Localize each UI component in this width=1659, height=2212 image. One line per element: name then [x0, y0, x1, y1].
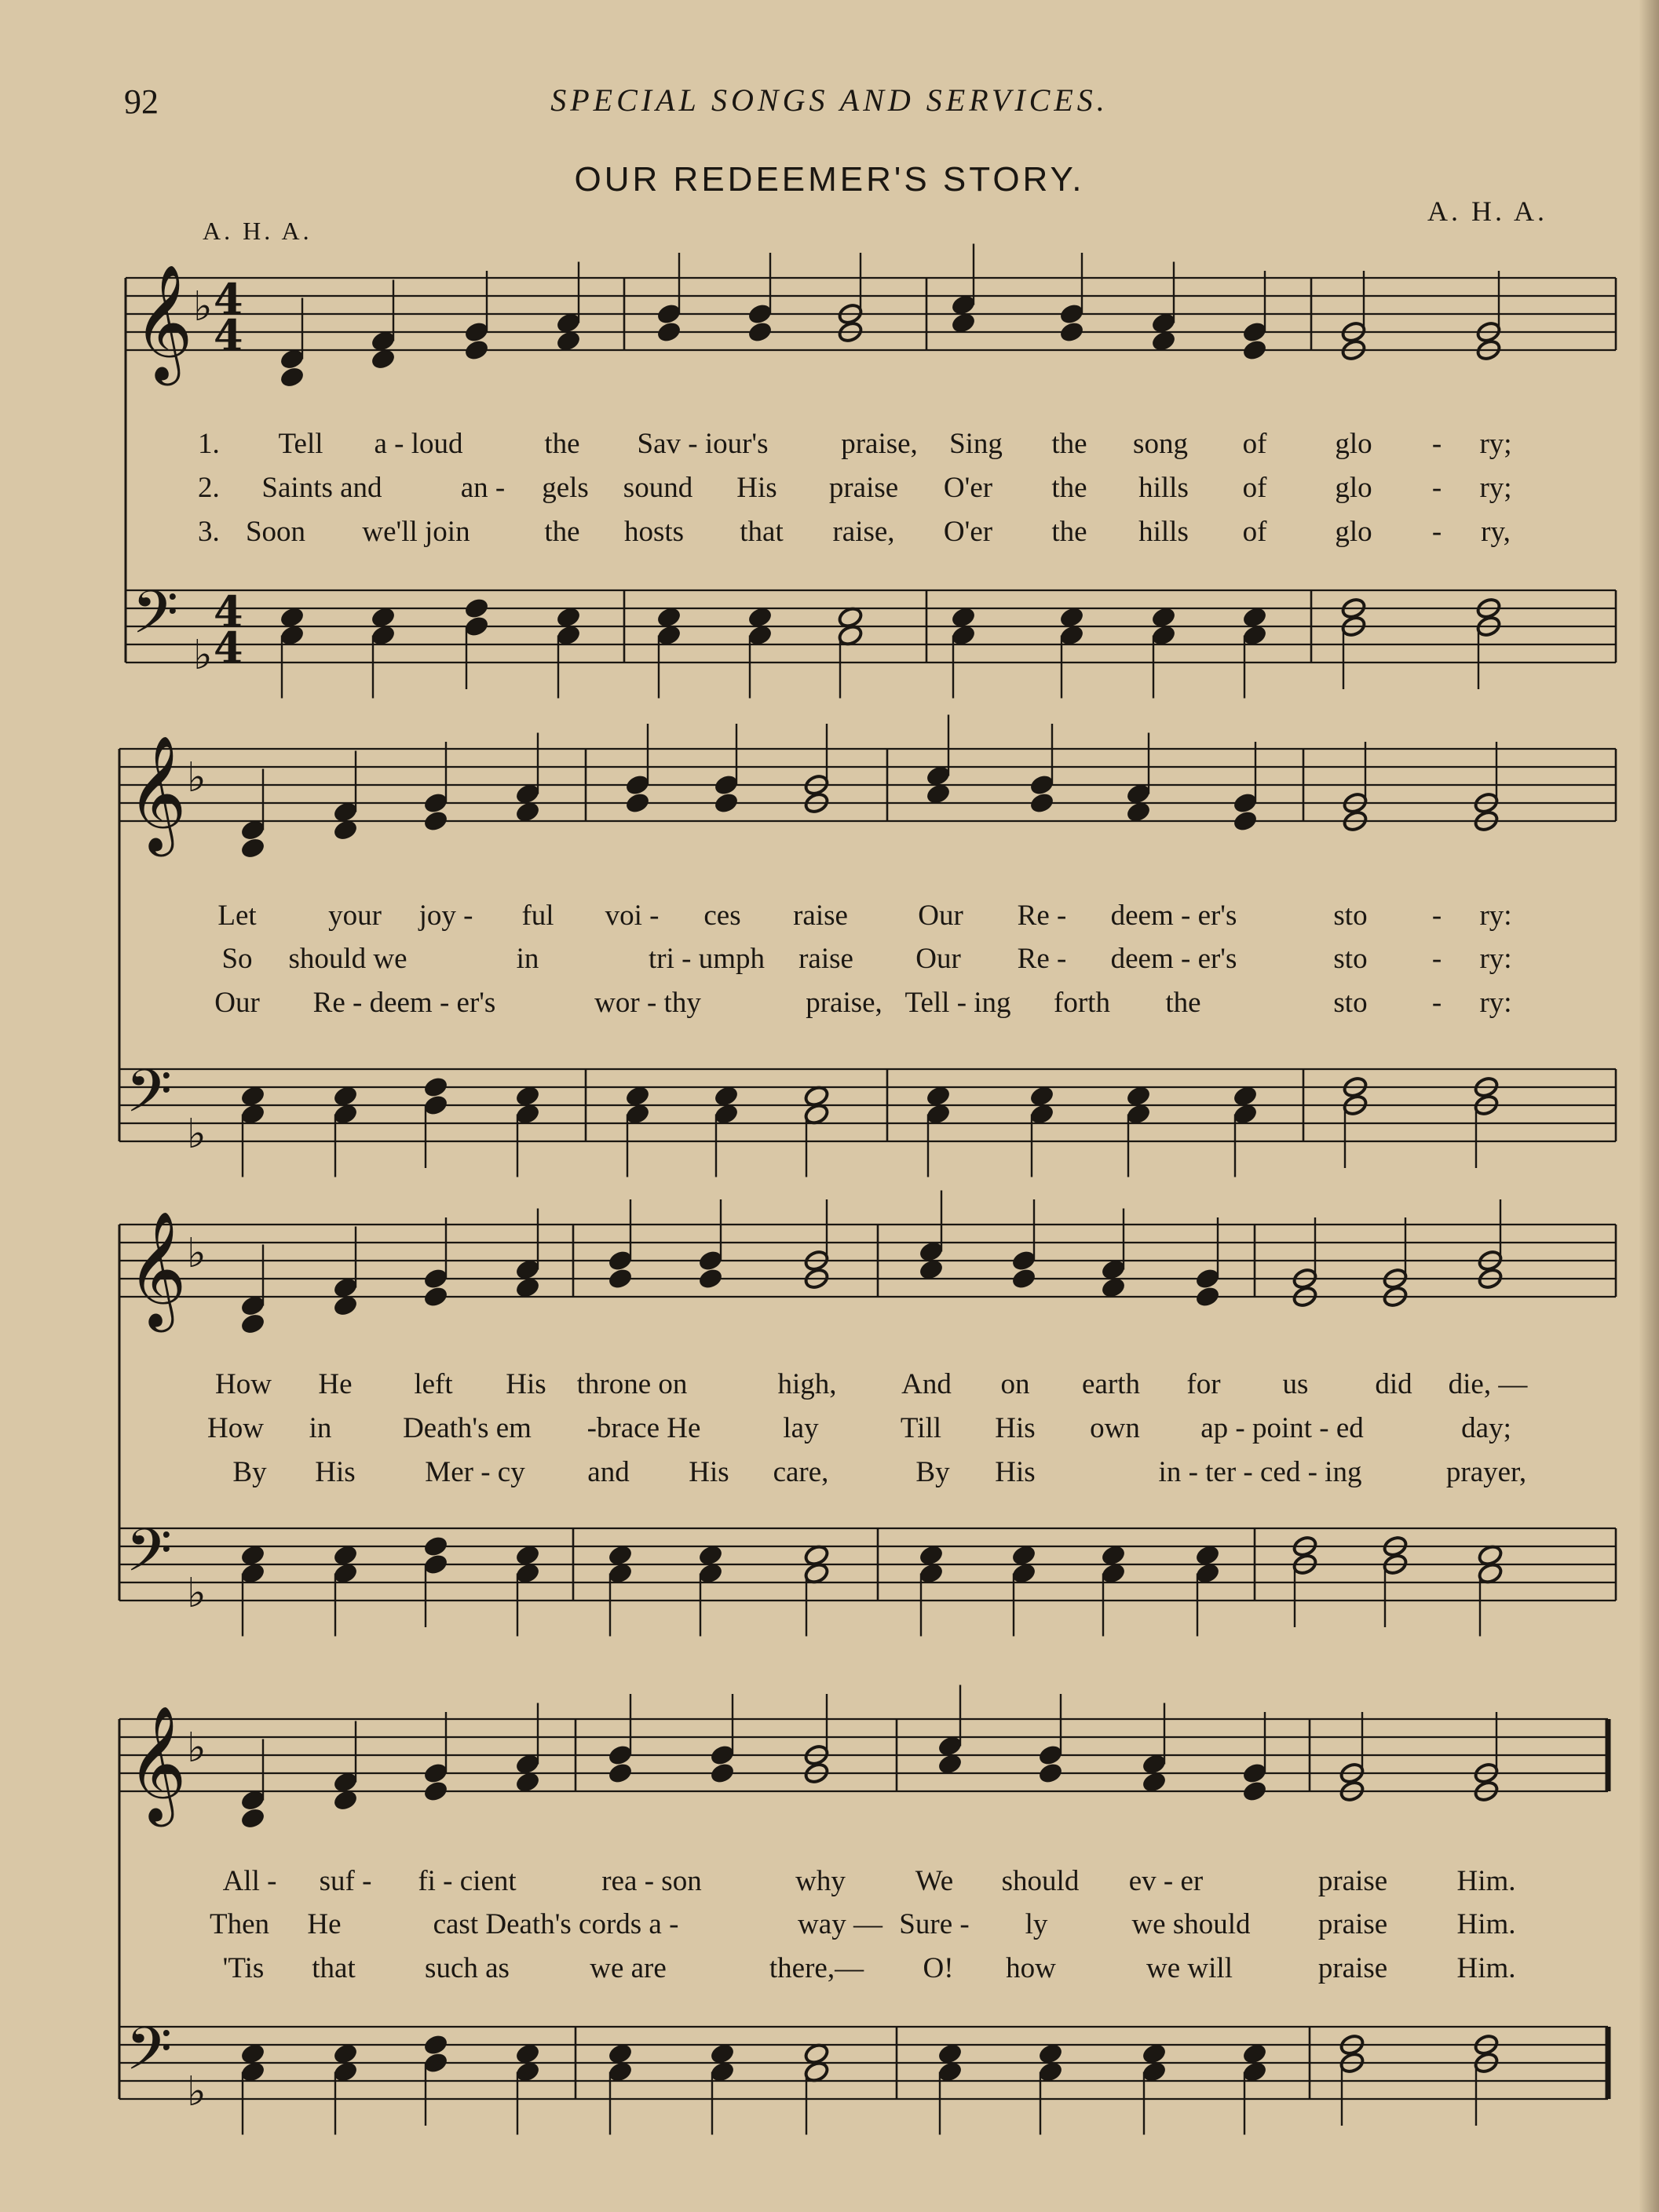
- time-signature: 4: [214, 310, 243, 360]
- lyric-syllable: deem - er's: [1110, 900, 1237, 932]
- lyric-syllable: ry:: [1479, 943, 1512, 975]
- quarter-note: [1241, 1779, 1268, 1803]
- lyric-syllable: of: [1242, 428, 1267, 460]
- lyric-syllable: of: [1242, 472, 1267, 504]
- lyric-syllable: Death's em: [403, 1412, 532, 1444]
- lyric-syllable: Re -: [1017, 943, 1067, 975]
- lyric-syllable: Re - deem - er's: [312, 987, 496, 1019]
- lyric-syllable: day;: [1461, 1412, 1511, 1444]
- flat-sign-icon: ♭: [187, 1725, 206, 1772]
- lyric-syllable: us: [1282, 1368, 1309, 1400]
- lyric-syllable: ry;: [1479, 428, 1512, 460]
- lyric-syllable: hills: [1138, 516, 1189, 548]
- lyric-syllable: praise: [1317, 1865, 1388, 1897]
- lyric-syllable: in: [516, 943, 539, 975]
- lyric-syllable: Let: [217, 900, 257, 932]
- lyric-syllable: a - loud: [374, 428, 463, 460]
- quarter-note: [422, 1779, 449, 1803]
- lyric-syllable: we are: [590, 1952, 667, 1984]
- lyric-syllable: Sing: [949, 428, 1003, 460]
- lyric-syllable: sto: [1333, 987, 1368, 1019]
- lyric-syllable: hosts: [623, 516, 685, 548]
- lyric-syllable: Mer - cy: [425, 1456, 525, 1488]
- lyric-syllable: suf -: [319, 1865, 372, 1897]
- quarter-note: [422, 1535, 449, 1558]
- lyric-syllable: glo: [1335, 516, 1372, 548]
- page-number: 92: [124, 82, 159, 121]
- flat-sign-icon: ♭: [187, 1230, 206, 1277]
- lyric-syllable: Till: [900, 1412, 942, 1444]
- lyric-syllable: sound: [623, 472, 693, 504]
- lyric-hyphen: -: [1431, 472, 1442, 504]
- verse-number: 2.: [198, 472, 220, 504]
- quarter-note: [463, 597, 490, 620]
- lyric-syllable: gels: [542, 472, 589, 504]
- treble-clef-icon: 𝄞: [127, 735, 187, 852]
- lyric-syllable: praise: [828, 472, 899, 504]
- lyric-syllable: should we: [288, 943, 407, 975]
- quarter-note: [1037, 1761, 1064, 1785]
- lyric-syllable: praise,: [806, 987, 882, 1019]
- lyric-syllable: Tell: [278, 428, 323, 460]
- lyric-syllable: O'er: [943, 472, 993, 504]
- lyric-syllable: fi - cient: [418, 1865, 517, 1897]
- running-head: SPECIAL SONGS AND SERVICES.: [550, 82, 1109, 118]
- quarter-note: [656, 320, 682, 344]
- lyric-hyphen: -: [1431, 987, 1442, 1019]
- lyric-syllable: on: [1000, 1368, 1030, 1400]
- lyric-syllable: the: [544, 428, 580, 460]
- lyric-syllable: He: [318, 1368, 353, 1400]
- lyric-syllable: for: [1186, 1368, 1221, 1400]
- lyric-syllable: Then: [209, 1908, 270, 1940]
- quarter-note: [1058, 320, 1085, 344]
- lyric-syllable: Sav - iour's: [637, 428, 769, 460]
- quarter-note: [463, 338, 490, 362]
- lyric-syllable: how: [1006, 1952, 1056, 1984]
- flat-sign-icon: ♭: [187, 1111, 206, 1158]
- flat-sign-icon: ♭: [187, 754, 206, 801]
- lyric-syllable: Our: [915, 943, 961, 975]
- lyric-syllable: lay: [783, 1412, 819, 1444]
- lyric-syllable: the: [1051, 428, 1087, 460]
- lyric-syllable: How: [215, 1368, 272, 1400]
- lyric-syllable: the: [1165, 987, 1201, 1019]
- lyric-syllable: ful: [521, 900, 554, 932]
- lyric-syllable: praise,: [841, 428, 918, 460]
- music-credit: A. H. A.: [1427, 195, 1548, 227]
- lyric-syllable: praise: [1317, 1908, 1388, 1940]
- lyric-syllable: ry,: [1481, 516, 1511, 548]
- lyric-syllable: His: [506, 1368, 546, 1400]
- lyric-syllable: O'er: [943, 516, 993, 548]
- lyric-syllable: 'Tis: [222, 1952, 265, 1984]
- lyric-syllable: did: [1375, 1368, 1412, 1400]
- lyric-syllable: Re -: [1017, 900, 1067, 932]
- quarter-note: [709, 1761, 736, 1785]
- quarter-note: [239, 1807, 266, 1831]
- quarter-note: [422, 2033, 449, 2057]
- quarter-note: [1241, 338, 1268, 362]
- lyric-syllable: Him.: [1456, 1865, 1516, 1897]
- quarter-note: [1194, 1285, 1221, 1309]
- lyric-syllable: own: [1090, 1412, 1140, 1444]
- lyric-syllable: We: [915, 1865, 954, 1897]
- lyric-syllable: and: [587, 1456, 630, 1488]
- lyric-hyphen: -: [1431, 516, 1442, 548]
- bass-clef-icon: 𝄢: [126, 1516, 173, 1600]
- treble-clef-icon: 𝄞: [127, 1705, 187, 1822]
- lyric-syllable: high,: [777, 1368, 837, 1400]
- flat-sign-icon: ♭: [193, 632, 213, 679]
- lyric-syllable: left: [414, 1368, 453, 1400]
- bass-clef-icon: 𝄢: [126, 1057, 173, 1141]
- verse-number: 1.: [198, 428, 220, 460]
- lyric-syllable: we'll join: [362, 516, 470, 548]
- time-signature: 4: [214, 274, 243, 324]
- flat-sign-icon: ♭: [193, 283, 213, 330]
- quarter-note: [1010, 1267, 1037, 1290]
- quarter-note: [239, 837, 266, 860]
- lyric-syllable: we will: [1146, 1952, 1233, 1984]
- quarter-note: [422, 809, 449, 833]
- quarter-note: [239, 1312, 266, 1336]
- lyric-syllable: His: [315, 1456, 356, 1488]
- lyric-syllable: hills: [1138, 472, 1189, 504]
- lyric-syllable: He: [307, 1908, 342, 1940]
- flat-sign-icon: ♭: [187, 2068, 206, 2115]
- quarter-note: [607, 1761, 634, 1785]
- quarter-note: [624, 791, 651, 815]
- quarter-note: [1029, 791, 1055, 815]
- treble-clef-icon: 𝄞: [127, 1210, 187, 1327]
- lyric-syllable: the: [1051, 516, 1087, 548]
- lyric-syllable: raise: [798, 943, 853, 975]
- time-signature: 4: [214, 586, 243, 637]
- lyric-syllable: throne on: [576, 1368, 688, 1400]
- lyric-syllable: that: [740, 516, 784, 548]
- bass-clef-icon: 𝄢: [126, 2014, 173, 2098]
- lyric-syllable: ry:: [1479, 987, 1512, 1019]
- lyric-syllable: By: [232, 1456, 267, 1488]
- lyric-syllable: voi -: [605, 900, 660, 932]
- lyric-syllable: sto: [1333, 900, 1368, 932]
- lyric-syllable: there,—: [769, 1952, 864, 1984]
- lyric-syllable: Sure -: [899, 1908, 970, 1940]
- lyric-syllable: praise: [1317, 1952, 1388, 1984]
- lyric-syllable: we should: [1131, 1908, 1251, 1940]
- lyric-syllable: care,: [773, 1456, 829, 1488]
- lyric-syllable: By: [915, 1456, 950, 1488]
- lyric-syllable: ly: [1025, 1908, 1048, 1940]
- lyric-syllable: joy -: [418, 900, 473, 932]
- verse-number: 3.: [198, 516, 220, 548]
- lyric-syllable: sto: [1333, 943, 1368, 975]
- lyric-syllable: the: [544, 516, 580, 548]
- song-title: OUR REDEEMER'S STORY.: [574, 160, 1085, 199]
- lyric-syllable: cast Death's cords a -: [433, 1908, 679, 1940]
- lyric-syllable: His: [736, 472, 777, 504]
- lyric-syllable: -brace He: [586, 1412, 701, 1444]
- lyric-syllable: Tell - ing: [904, 987, 1011, 1019]
- lyric-syllable: Him.: [1456, 1952, 1516, 1984]
- time-signature: 4: [214, 622, 243, 673]
- lyric-syllable: in - ter - ced - ing: [1158, 1456, 1362, 1488]
- quarter-note: [747, 320, 773, 344]
- lyric-syllable: way —: [798, 1908, 882, 1940]
- lyric-syllable: His: [689, 1456, 729, 1488]
- lyric-syllable: ces: [703, 900, 741, 932]
- lyric-syllable: such as: [425, 1952, 510, 1984]
- lyric-syllable: ry:: [1479, 900, 1512, 932]
- lyric-syllable: the: [1051, 472, 1087, 504]
- lyric-syllable: forth: [1054, 987, 1110, 1019]
- lyric-syllable: Soon: [245, 516, 306, 548]
- lyric-syllable: earth: [1082, 1368, 1140, 1400]
- lyric-syllable: rea - son: [601, 1865, 702, 1897]
- page-edge-shadow: [1639, 0, 1659, 2212]
- flat-sign-icon: ♭: [187, 1570, 206, 1617]
- quarter-note: [697, 1267, 724, 1290]
- quarter-note: [279, 366, 305, 389]
- lyric-syllable: Saints and: [261, 472, 382, 504]
- lyric-syllable: song: [1133, 428, 1188, 460]
- lyric-hyphen: -: [1431, 943, 1442, 975]
- lyric-syllable: glo: [1335, 472, 1372, 504]
- lyric-syllable: Our: [918, 900, 963, 932]
- lyric-syllable: prayer,: [1445, 1456, 1527, 1488]
- lyric-syllable: ev - er: [1128, 1865, 1204, 1897]
- lyric-syllable: O!: [923, 1952, 954, 1984]
- lyric-syllable: All -: [222, 1865, 277, 1897]
- lyric-hyphen: -: [1431, 428, 1442, 460]
- lyric-syllable: raise,: [832, 516, 895, 548]
- lyric-syllable: Him.: [1456, 1908, 1516, 1940]
- lyric-syllable: why: [795, 1865, 846, 1897]
- lyric-syllable: an -: [460, 472, 506, 504]
- lyric-syllable: ap - point - ed: [1200, 1412, 1364, 1444]
- lyric-syllable: wor - thy: [594, 987, 701, 1019]
- lyric-syllable: your: [328, 900, 382, 932]
- lyric-syllable: in: [309, 1412, 332, 1444]
- lyric-syllable: tri - umph: [649, 943, 765, 975]
- lyric-syllable: His: [995, 1412, 1036, 1444]
- lyric-syllable: Our: [214, 987, 260, 1019]
- quarter-note: [422, 1285, 449, 1309]
- lyric-syllable: raise: [793, 900, 848, 932]
- lyric-syllable: ry;: [1479, 472, 1512, 504]
- lyric-syllable: that: [312, 1952, 356, 1984]
- quarter-note: [607, 1267, 634, 1290]
- lyric-syllable: of: [1242, 516, 1267, 548]
- lyric-syllable: So: [221, 943, 253, 975]
- bass-clef-icon: 𝄢: [132, 578, 179, 662]
- lyric-syllable: should: [1001, 1865, 1080, 1897]
- lyric-syllable: How: [207, 1412, 264, 1444]
- lyric-hyphen: -: [1431, 900, 1442, 932]
- lyric-syllable: His: [995, 1456, 1036, 1488]
- words-credit: A. H. A.: [203, 217, 312, 245]
- quarter-note: [422, 1075, 449, 1099]
- quarter-note: [713, 791, 740, 815]
- lyric-syllable: deem - er's: [1110, 943, 1237, 975]
- lyric-syllable: And: [901, 1368, 952, 1400]
- quarter-note: [1232, 809, 1259, 833]
- lyric-syllable: glo: [1335, 428, 1372, 460]
- treble-clef-icon: 𝄞: [133, 264, 193, 381]
- lyric-syllable: die, —: [1448, 1368, 1528, 1400]
